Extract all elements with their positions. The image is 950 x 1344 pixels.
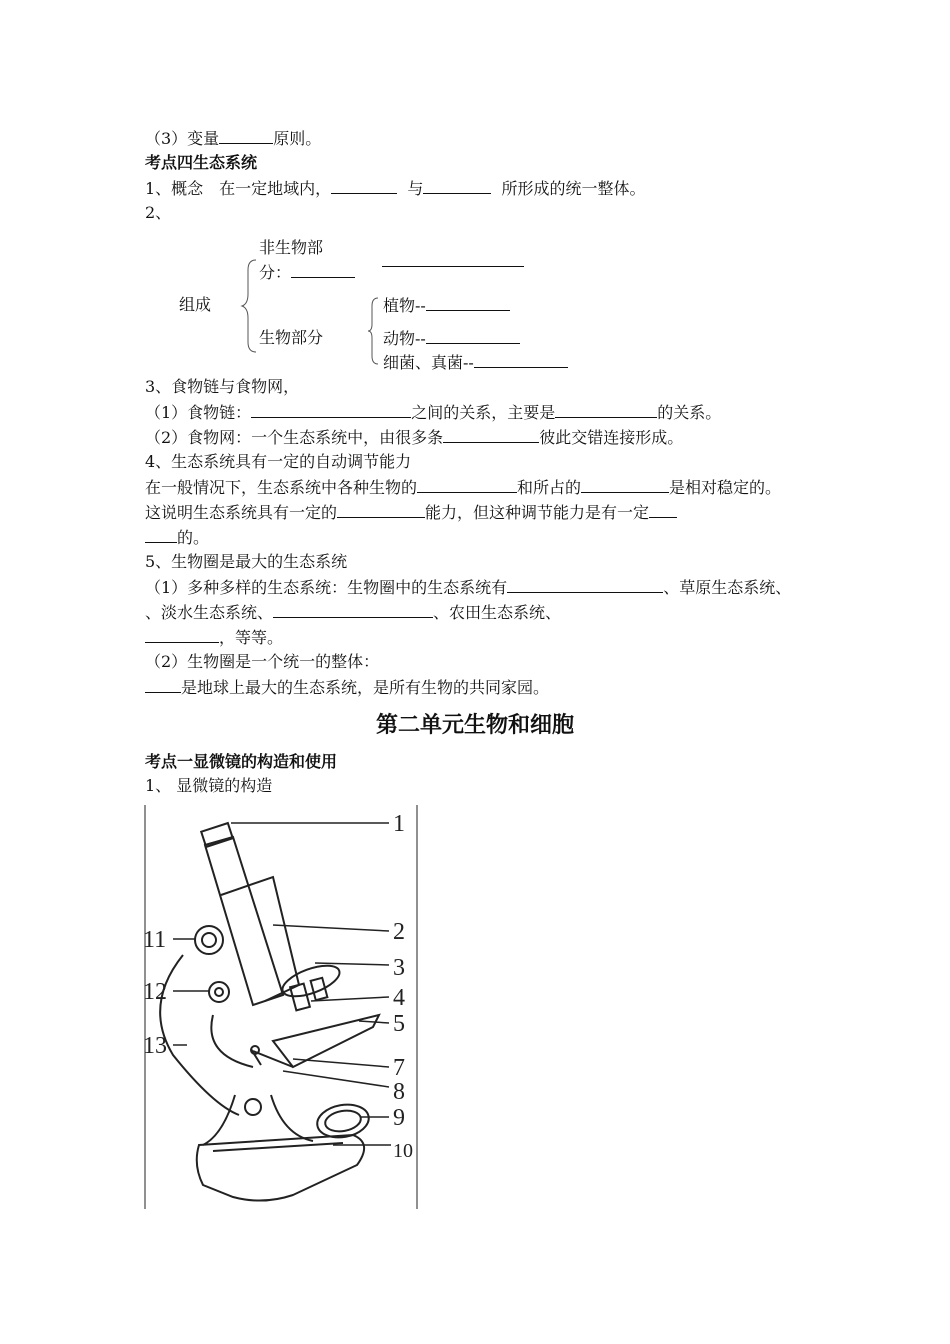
label-5: 5 — [393, 1011, 405, 1037]
fill-blank — [426, 328, 520, 344]
fill-blank — [507, 577, 663, 593]
diagram-label: 组成 — [179, 295, 212, 314]
fill-blank — [555, 402, 657, 418]
section-heading: 考点四生态系统 — [145, 153, 258, 172]
text-line: ，等等。 — [145, 627, 283, 648]
fill-blank — [291, 262, 355, 278]
label-8: 8 — [393, 1079, 405, 1105]
brace-icon — [240, 258, 260, 354]
fill-blank — [649, 502, 677, 518]
text-line: 4、生态系统具有一定的自动调节能力 — [145, 452, 412, 471]
fill-blank — [251, 402, 411, 418]
text-line: 2、 — [145, 203, 172, 222]
label-11: 11 — [143, 927, 167, 953]
text-line: 这说明生态系统具有一定的 能力，但这种调节能力是有一定 — [145, 502, 677, 523]
fill-blank — [581, 477, 669, 493]
diagram-label: 非生物部 — [259, 238, 324, 257]
brace-icon — [366, 296, 380, 366]
text-line: 、淡水生态系统、 、农田生态系统、 — [145, 603, 562, 622]
text-line: （3）变量 原则。 — [145, 129, 322, 148]
fill-blank — [337, 502, 425, 518]
diagram-label: 动物-- — [383, 328, 520, 349]
text-line: 3、食物链与食物网， — [145, 377, 300, 396]
fill-blank — [273, 602, 433, 618]
diagram-label: 分： — [259, 262, 355, 283]
fill-blank — [423, 178, 491, 194]
label-9: 9 — [393, 1105, 405, 1131]
diagram-label: 细菌、真菌-- — [383, 352, 568, 373]
label-13: 13 — [143, 1033, 167, 1059]
fill-blank — [474, 352, 568, 368]
label-3: 3 — [393, 955, 405, 981]
text-line: （2）食物网：一个生态系统中，由很多条 彼此交错连接形成。 — [145, 428, 684, 447]
text-line: （1）多种多样的生态系统：生物圈中的生态系统有 、草原生态系统、 — [145, 578, 792, 597]
text-line: 是地球上最大的生态系统，是所有生物的共同家园。 — [145, 677, 549, 698]
label-4: 4 — [393, 985, 405, 1011]
section-heading: 考点一显微镜的构造和使用 — [145, 752, 338, 771]
label-2: 2 — [393, 919, 405, 945]
diagram-label: 生物部分 — [259, 328, 324, 347]
text-line: （1）食物链： 之间的关系，主要是 的关系。 — [145, 403, 722, 422]
microscope-diagram — [143, 805, 421, 1209]
fill-blank — [443, 427, 539, 443]
fill-blank — [426, 295, 510, 311]
text-line: 的。 — [145, 527, 209, 548]
text-line: 5、生物圈是最大的生态系统 — [145, 552, 348, 571]
text-line: （2）生物圈是一个统一的整体： — [145, 652, 380, 671]
label-1: 1 — [393, 811, 405, 837]
text-line: 1、 显微镜的构造 — [145, 776, 273, 795]
fill-blank — [145, 527, 177, 543]
text-line: 在一般情况下，生态系统中各种生物的 和所占的 是相对稳定的。 — [145, 478, 782, 497]
text-line: 1、概念 在一定地域内， 与 所形成的统一整体。 — [145, 179, 646, 198]
label-12: 12 — [143, 979, 167, 1005]
fill-blank — [145, 677, 181, 693]
fill-blank — [417, 477, 517, 493]
label-7: 7 — [393, 1055, 405, 1081]
fill-blank — [219, 128, 273, 144]
fill-blank — [145, 627, 219, 643]
unit-title: 第二单元生物和细胞 — [375, 712, 574, 738]
diagram-label: 植物-- — [383, 295, 510, 316]
fill-blank — [382, 266, 524, 267]
fill-blank — [331, 178, 397, 194]
label-10: 10 — [393, 1140, 413, 1162]
